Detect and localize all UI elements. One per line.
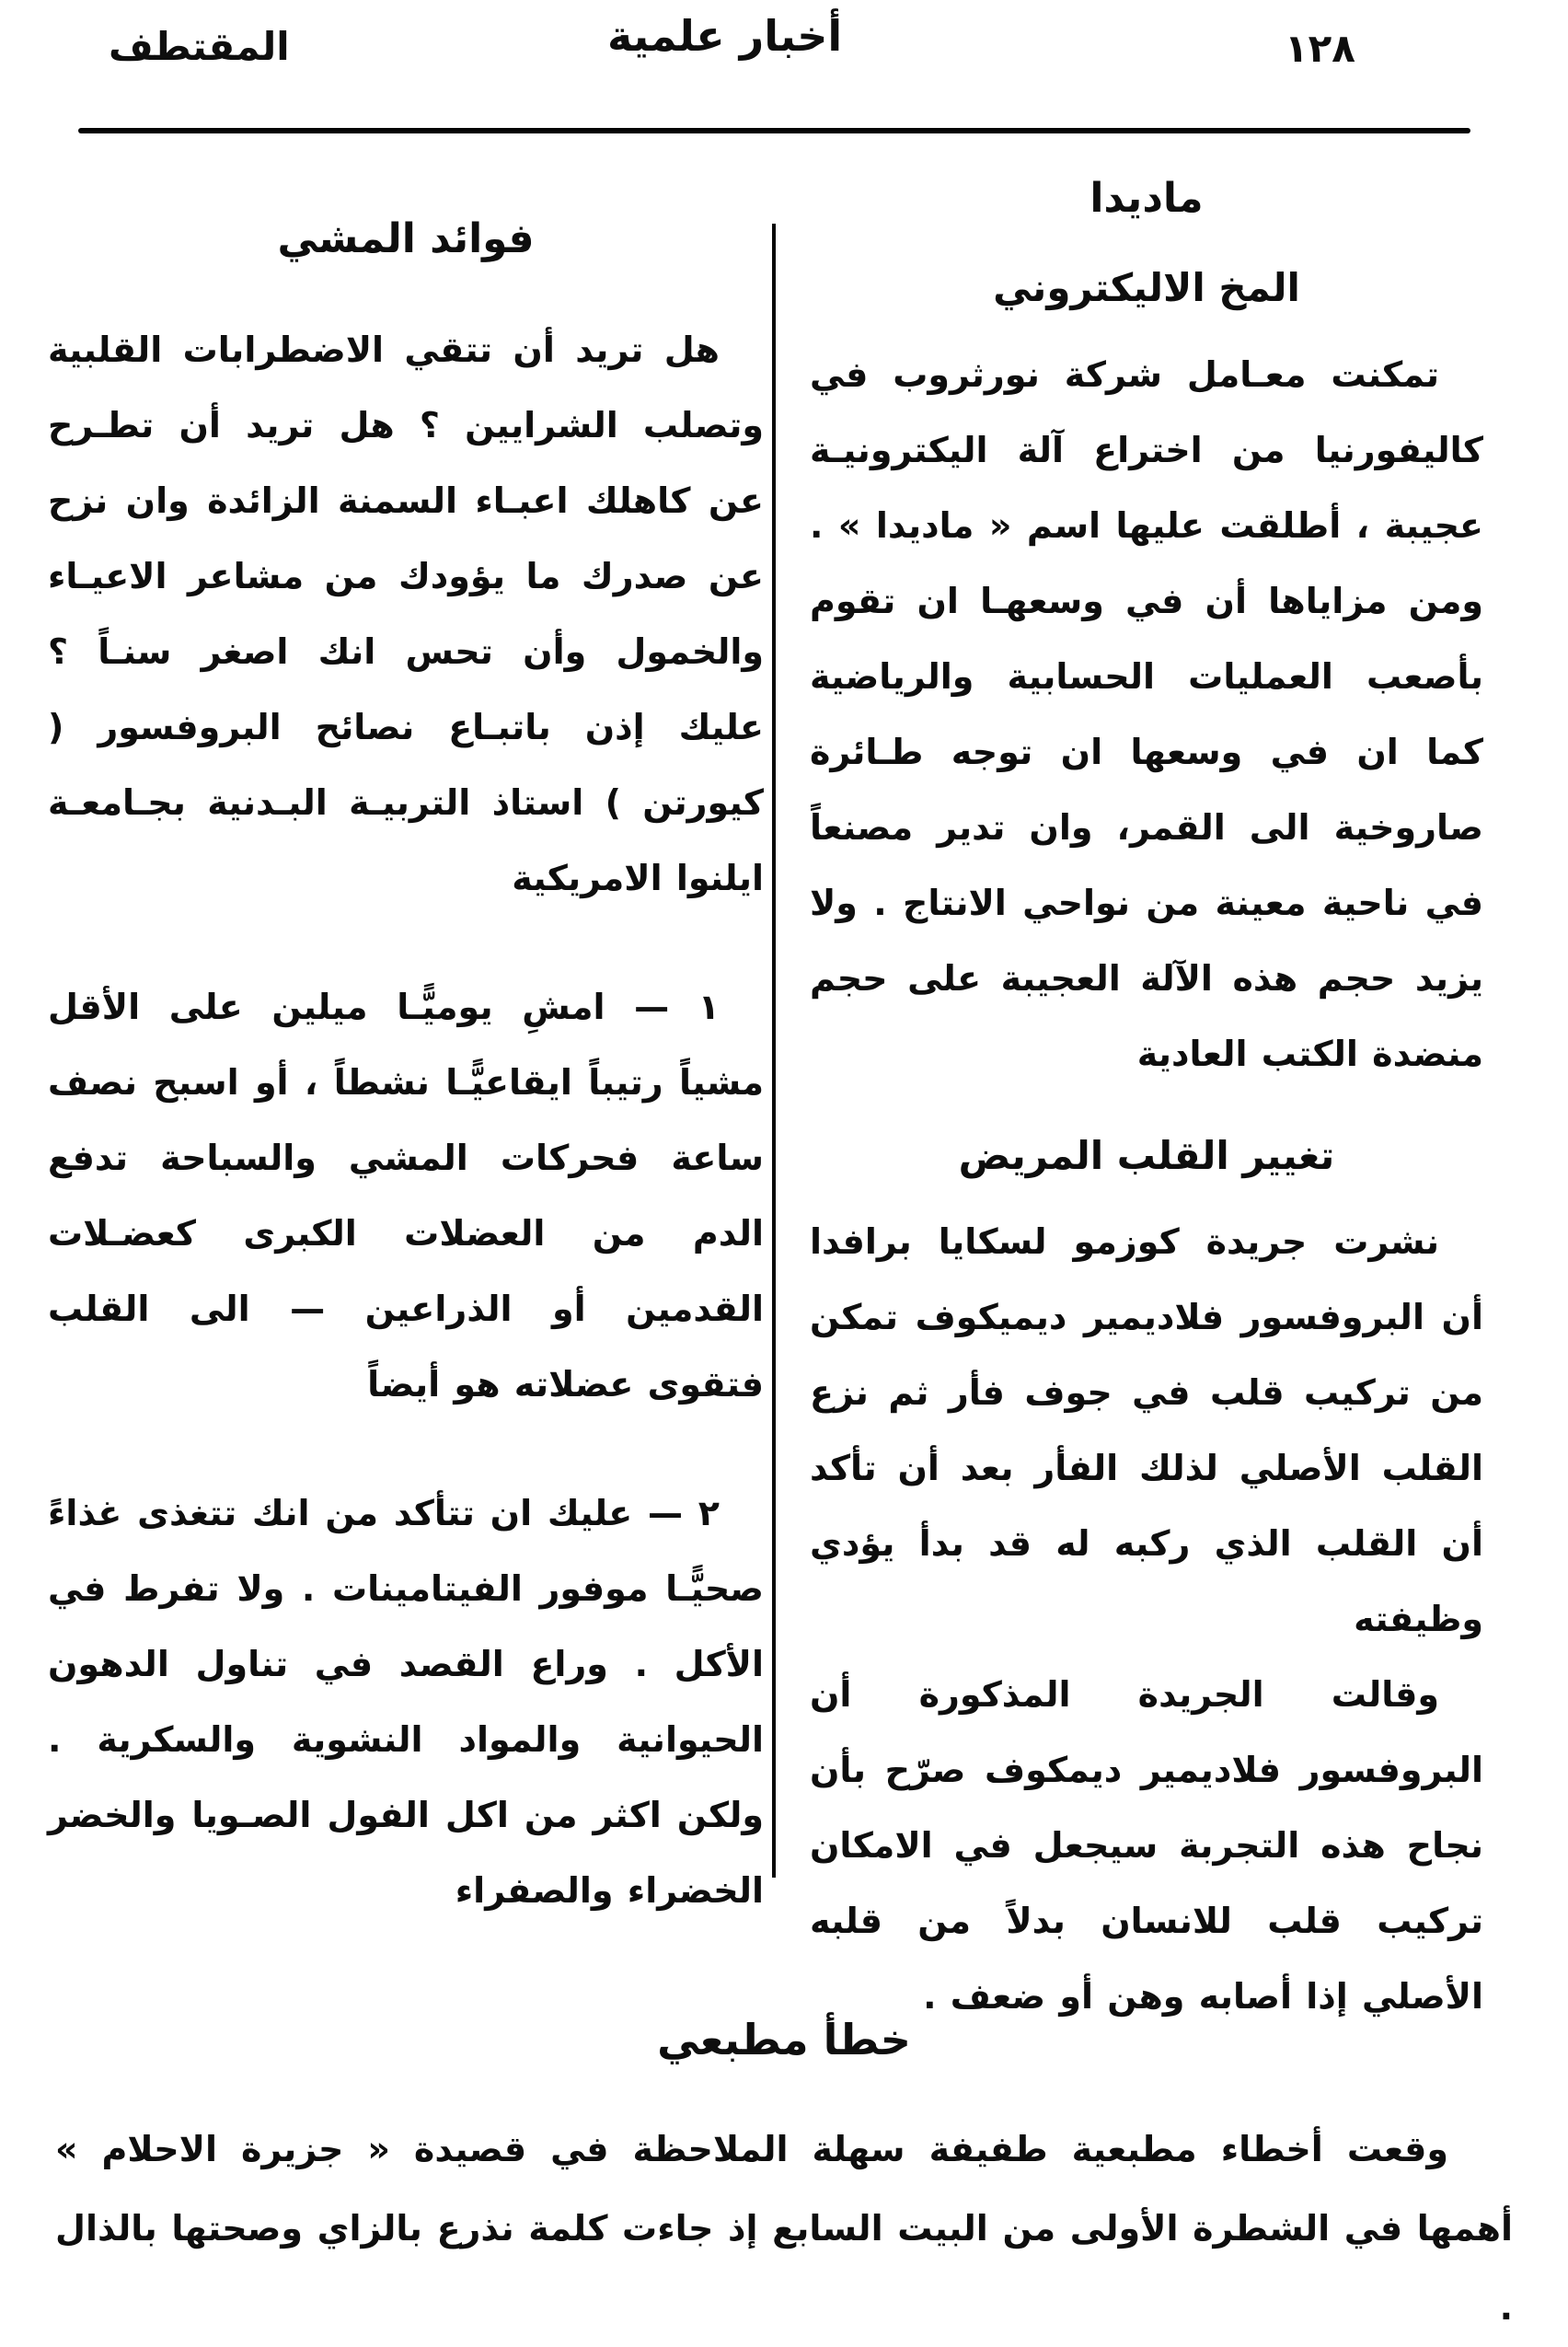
page-number: ١٢٨ bbox=[1285, 26, 1355, 71]
column-divider bbox=[772, 224, 776, 1878]
article-paragraph: وقعت أخطاء مطبعية طفيفة سهلة الملاحظة في قصيدة « جزيرة الاحلام » أهمها في الشطرة الأولى من البيت السابع إذ جاءت كلمة نذرع بالزاي وصحتها بالذال . bbox=[55, 2128, 1513, 2328]
article-paragraph: وقالت الجريدة المذكورة أن البروفسور فلاديمير ديمكوف صرّح بأن نجاح هذه التجربة سيجعل في الامكان تركيب قلب للانسان بدلاً من قلبه الأصلي إذا أصابه وهن أو ضعف . bbox=[810, 1674, 1483, 2017]
list-item: ٢ — عليك ان تتأكد من انك تتغذى غذاءً صحيًّـا موفور الفيتامينات . ولا تفرط في الأكل . وراع القصد في تناول الدهون الحيوانية والمواد النشوية والسكرية . ولكن اكثر من اكل الفول الصـويا والخضر الخضراء والصفراء bbox=[48, 1493, 764, 1911]
article-paragraph: هل تريد أن تتقي الاضطرابات القلبية وتصلب الشرايين ؟ هل تريد أن تطـرح عن كاهلك اعبـاء السمنة الزائدة وان نزح عن صدرك ما يؤودك من مشاعر الاعيـاء والخمول وأن تحس انك اصغر سنـاً ؟ عليك إذن باتبـاع نصائح البروفسور ( كيورتن ) استاذ التربيـة البـدنية بجـامعـة ايلنوا الامريكية bbox=[48, 330, 764, 898]
article-paragraph: تمكنت معـامل شركة نورثروب في كاليفورنيا من اختراع آلة اليكترونيـة عجيبة ، أطلقت عليها اسم « ماديدا » . ومن مزاياها أن في وسعهـا ان تقوم بأصعب العمليات الحسابية والرياضية كما ان في وسعها ان توجه طـائرة صاروخية الى القمر، وان تدير مصنعاً في ناحية معينة من نواحي الانتاج . ولا يزيد حجم هذه الآلة العجيبة على حجم منضدة الكتب العادية bbox=[810, 353, 1483, 1074]
footer-article bbox=[55, 2014, 1513, 2347]
article-paragraph: نشرت جريدة كوزمو لسكايا برافدا أن البروفسور فلاديمير ديميكوف تمكن من تركيب قلب في جوف فأر ثم نزع القلب الأصلي لذلك الفأر بعد أن تأكد أن القلب الذي ركبه له قد بدأ يؤدي وظيفته bbox=[810, 1221, 1483, 1639]
article-subtitle-heart-replacement: تغيير القلب المريض bbox=[958, 1132, 1335, 1178]
journal-name: المقتطف bbox=[109, 24, 290, 69]
list-item: ١ — امشِ يوميًّـا ميلين على الأقل مشياً رتيباً ايقاعيًّـا نشطاً ، أو اسبح نصف ساعة فحركات المشي والسباحة تدفع الدم من العضلات الكبرى كعضـلات القدمين أو الذراعين — الى القلب فتقوى عضلاته هو أيضاً bbox=[48, 987, 764, 1405]
article-title-madida: ماديدا bbox=[1090, 175, 1204, 222]
header-rule bbox=[78, 128, 1470, 133]
article-title-walking-benefits: فوائد المشي bbox=[277, 215, 535, 262]
article-title-erratum: خطأ مطبعي bbox=[657, 2015, 911, 2064]
left-column bbox=[48, 214, 764, 1928]
right-column bbox=[810, 173, 1483, 2034]
article-subtitle-electronic-brain: المخ الاليكتروني bbox=[993, 265, 1300, 310]
section-title: أخبار علمية bbox=[607, 11, 843, 61]
